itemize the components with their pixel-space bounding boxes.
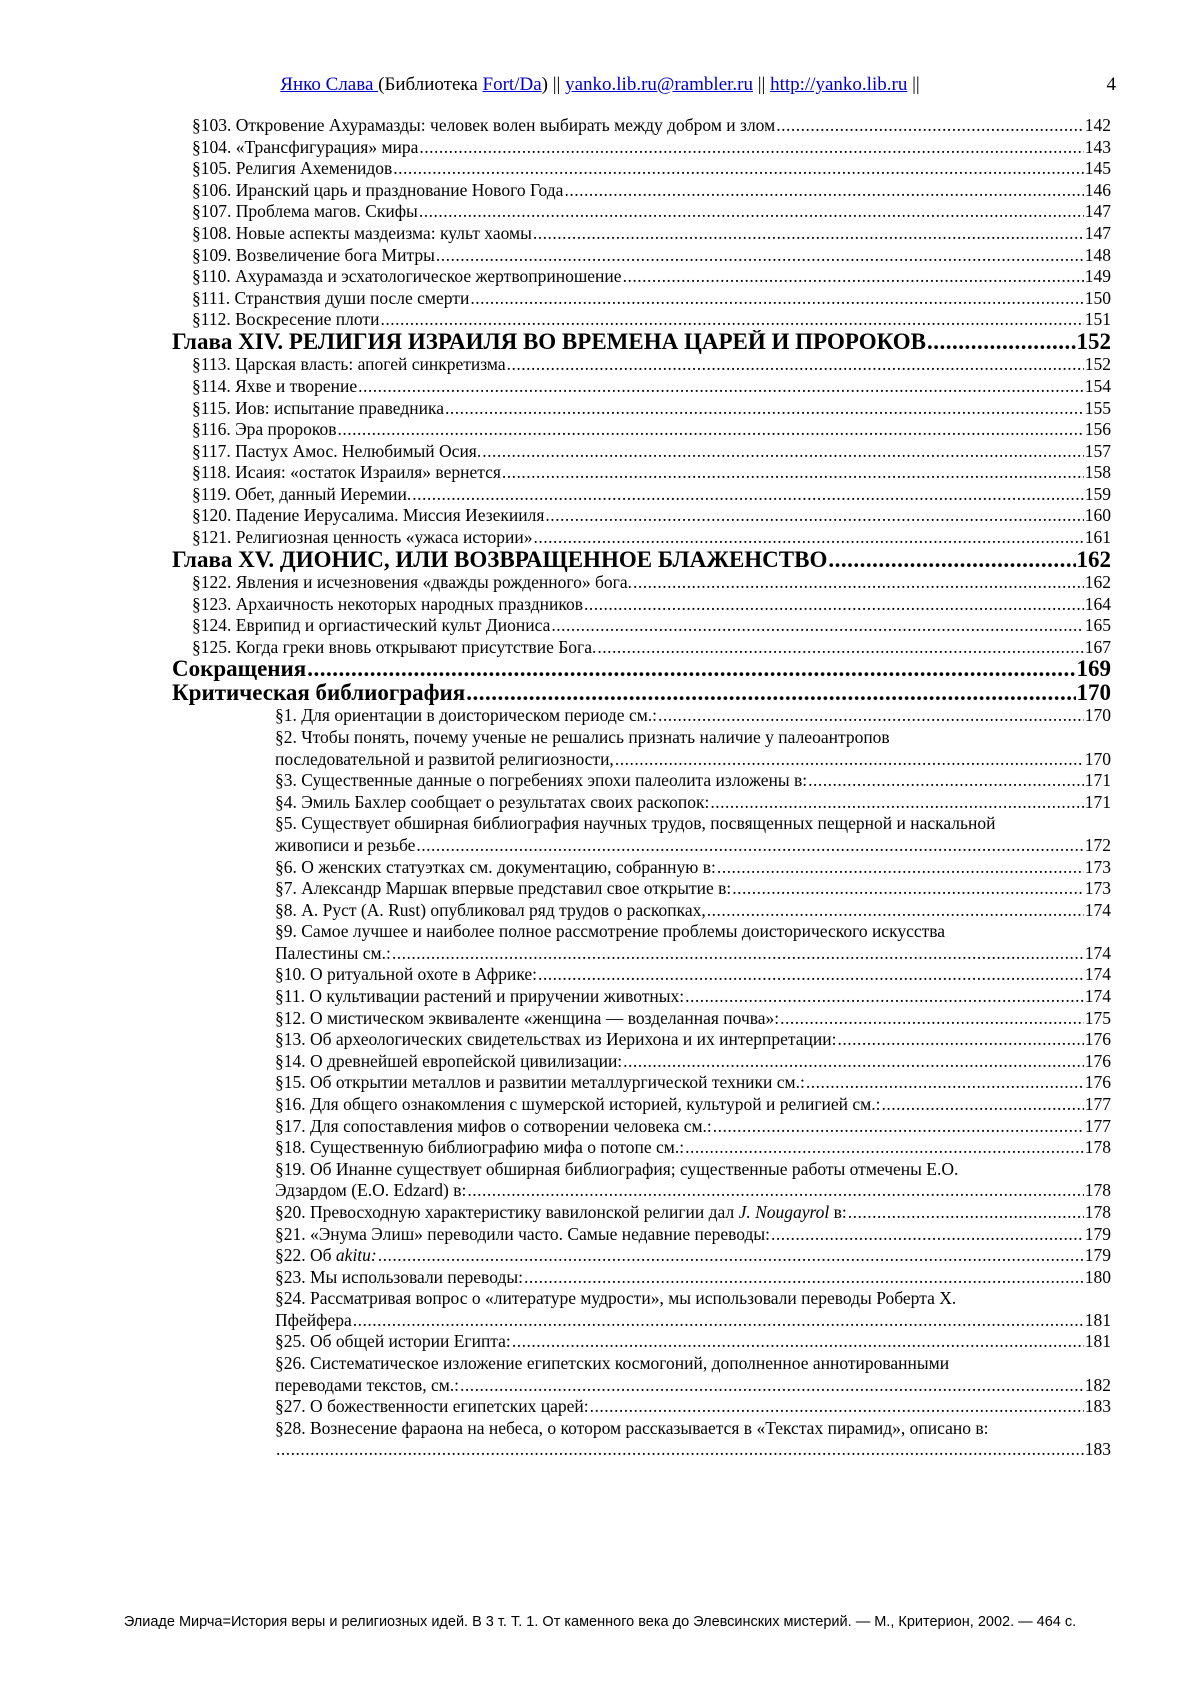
dot-leader — [392, 942, 1084, 965]
toc-entry-title — [275, 1374, 459, 1397]
toc-section-entry[interactable] — [275, 1438, 1111, 1461]
toc-section-entry[interactable] — [275, 1115, 1111, 1138]
toc-entry-title — [275, 1395, 589, 1418]
toc-entry-text: §16. Для общего ознакомления с шумерской историей, культурой и религией см.: — [275, 1094, 881, 1114]
toc-entry-text: §121. Религиозная ценность «ужаса истории» — [192, 527, 533, 547]
dot-leader — [512, 1330, 1084, 1353]
toc-page-number: 183 — [1084, 1396, 1111, 1416]
toc-section-entry[interactable] — [192, 397, 1111, 420]
dot-leader — [806, 1071, 1084, 1094]
header-links — [0, 72, 1200, 98]
toc-entry-text: §23. Мы использовали переводы: — [275, 1267, 523, 1287]
dot-leader — [353, 1309, 1084, 1332]
toc-section-entry[interactable] — [275, 791, 1111, 814]
toc-entry-text: §7. Александр Маршак впервые представил свое открытие в: — [275, 878, 732, 898]
toc-entry-title — [275, 1309, 352, 1332]
toc-entry-text: переводами текстов, см.: — [275, 1375, 460, 1395]
toc-entry-title — [275, 899, 706, 922]
toc-page-number: 182 — [1084, 1375, 1111, 1395]
toc-entry-text: §107. Проблема магов. Скифы — [192, 201, 418, 221]
toc-section-entry[interactable] — [275, 1395, 1111, 1418]
toc-entry-title — [275, 1115, 712, 1138]
dot-leader — [685, 1136, 1084, 1159]
toc-section-entry[interactable] — [275, 834, 1111, 857]
toc-entry-title — [192, 571, 632, 594]
toc-entry-title — [192, 353, 506, 376]
toc-page-number: 178 — [1084, 1202, 1111, 1222]
toc-entry-title — [275, 1266, 523, 1289]
toc-entry-line[interactable]: §9. Самое лучшее и наиболее полное рассмотрение проблемы доисторического искусства — [275, 921, 946, 941]
toc-section-entry[interactable] — [275, 1071, 1111, 1094]
toc-entry-text: §11. О культивации растений и приручении животных: — [275, 986, 685, 1006]
toc-entry-title — [192, 136, 418, 159]
toc-section-entry[interactable] — [192, 526, 1111, 549]
dot-leader — [713, 1115, 1084, 1138]
toc-page-number: 158 — [1084, 462, 1111, 482]
toc-page-number: 170 — [1084, 705, 1111, 725]
toc-section-entry[interactable] — [275, 1201, 1111, 1224]
dot-leader — [393, 157, 1083, 180]
toc-page-number: 143 — [1084, 137, 1111, 157]
toc-section-entry[interactable] — [275, 963, 1111, 986]
dot-leader — [623, 265, 1084, 288]
toc-entry-title — [275, 769, 807, 792]
toc-entry-text: Глава XIV. РЕЛИГИЯ ИЗРАИЛЯ ВО ВРЕМЕНА ЦАРЕЙ И ПРОРОКОВ — [172, 330, 926, 354]
toc-section-entry[interactable] — [275, 1179, 1111, 1202]
dot-leader — [848, 1201, 1084, 1224]
toc-page-number: 174 — [1084, 900, 1111, 920]
dot-leader — [837, 1028, 1083, 1051]
toc-entry-line[interactable]: §5. Существует обширная библиография научных трудов, посвященных пещерной и наскальной — [275, 813, 996, 833]
toc-entry-text: §108. Новые аспекты маздеизма: культ хаомы — [192, 223, 532, 243]
toc-page-number: 175 — [1084, 1008, 1111, 1028]
toc-section-entry[interactable] — [192, 308, 1111, 331]
toc-entry-title — [192, 614, 550, 637]
toc-entry-title — [172, 330, 926, 354]
toc-section-entry[interactable] — [192, 375, 1111, 398]
toc-page-number: 161 — [1084, 527, 1111, 547]
toc-entry-title — [192, 244, 435, 267]
toc-section-entry[interactable] — [275, 942, 1111, 965]
dot-leader — [717, 856, 1084, 879]
toc-page-number: 156 — [1084, 419, 1111, 439]
dot-leader — [551, 614, 1083, 637]
toc-entry-after-text: в: — [829, 1202, 847, 1222]
toc-entry-italic-text: akitu: — [335, 1245, 377, 1265]
toc-section-entry[interactable] — [192, 636, 1111, 659]
dot-leader — [633, 571, 1084, 594]
toc-page-number: 177 — [1084, 1094, 1111, 1114]
dot-leader — [419, 136, 1083, 159]
toc-section-entry[interactable] — [275, 1050, 1111, 1073]
toc-entry-text: §105. Религия Ахеменидов — [192, 158, 393, 178]
toc-entry-text: §12. О мистическом эквиваленте «женщина — возделанная почва»: — [275, 1008, 780, 1028]
toc-entry-title — [192, 157, 392, 180]
toc-entry-text: Сокращения — [172, 657, 307, 681]
toc-entry-text: §27. О божественности египетских царей: — [275, 1396, 589, 1416]
dot-leader — [507, 353, 1084, 376]
toc-section-entry[interactable] — [192, 614, 1111, 637]
page-footer: Элиаде Мирча=История веры и религиозных идей. В 3 т. Т. 1. От каменного века до Элевсинских мистерий. — М., Критерион, 2002. — 464 с. — [123, 1614, 1077, 1630]
toc-page-number: 157 — [1084, 441, 1111, 461]
toc-section-entry[interactable] — [192, 265, 1111, 288]
dot-leader — [533, 222, 1084, 245]
dot-leader — [358, 375, 1084, 398]
toc-entry-text: §106. Иранский царь и празднование Нового Года — [192, 180, 564, 200]
toc-section-entry[interactable] — [275, 1028, 1111, 1051]
toc-entry-text: §110. Ахурамазда и эсхатологическое жертвоприношение — [192, 266, 622, 286]
toc-page-number: 180 — [1084, 1267, 1111, 1287]
toc-section-entry[interactable] — [192, 200, 1111, 223]
dot-leader — [466, 681, 1075, 705]
toc-entry-text: последовательной и развитой религиозности, — [275, 749, 614, 769]
toc-page-number: 165 — [1084, 615, 1111, 635]
toc-section-entry[interactable] — [275, 769, 1111, 792]
toc-entry-italic-text: J. Nougayrol — [738, 1202, 830, 1222]
toc-entry-title — [192, 593, 583, 616]
toc-page-number: 181 — [1084, 1331, 1111, 1351]
toc-page-number: 155 — [1084, 398, 1111, 418]
toc-entry-title — [275, 1028, 836, 1051]
toc-entry-title — [172, 657, 306, 681]
dot-leader — [828, 548, 1075, 572]
email-link[interactable]: yanko.lib.ru@rambler.ru — [565, 74, 753, 95]
dot-leader — [482, 440, 1084, 463]
page-number: 4 — [1106, 74, 1116, 95]
toc-page-number: 181 — [1084, 1310, 1111, 1330]
toc-entry-title — [275, 985, 684, 1008]
toc-entry-text: §117. Пастух Амос. Нелюбимый Осия. — [192, 441, 482, 461]
toc-section-entry[interactable] — [275, 985, 1111, 1008]
toc-entry-title — [192, 636, 596, 659]
toc-page-number: 151 — [1084, 309, 1111, 329]
dot-leader — [780, 1007, 1084, 1030]
toc-section-entry[interactable] — [192, 593, 1111, 616]
toc-entry-title — [275, 1201, 847, 1224]
toc-entry-text: §119. Обет, данный Иеремии. — [192, 484, 412, 504]
toc-section-entry[interactable] — [275, 856, 1111, 879]
library-open-text: (Библиотека — [378, 74, 483, 95]
dot-leader — [538, 963, 1084, 986]
dot-leader — [419, 200, 1084, 223]
toc-entry-text: §20. Превосходную характеристику вавилонской религии дал — [275, 1202, 739, 1222]
toc-section-entry[interactable] — [192, 440, 1111, 463]
toc-page-number: 150 — [1084, 288, 1111, 308]
toc-page-number: 183 — [1084, 1439, 1111, 1459]
dot-leader — [707, 899, 1084, 922]
toc-entry-text: §113. Царская власть: апогей синкретизма — [192, 354, 506, 374]
toc-entry-title — [192, 287, 469, 310]
toc-entry-text: §125. Когда греки вновь открывают присутствие Бога. — [192, 637, 597, 657]
toc-page-number: 178 — [1084, 1180, 1111, 1200]
toc-section-entry[interactable] — [275, 1330, 1111, 1353]
separator-text: || — [753, 74, 771, 95]
toc-section-entry[interactable] — [192, 222, 1111, 245]
dot-leader — [467, 1179, 1083, 1202]
toc-section-entry[interactable] — [192, 244, 1111, 267]
toc-page-number: 159 — [1084, 484, 1111, 504]
dot-leader — [732, 877, 1083, 900]
toc-entry-title — [275, 748, 614, 771]
dot-leader — [545, 504, 1083, 527]
toc-entry-title — [192, 114, 775, 137]
toc-page-number: 169 — [1076, 657, 1111, 681]
toc-entry-text: §103. Откровение Ахурамазды: человек волен выбирать между добром и злом — [192, 115, 776, 135]
toc-entry-title — [192, 504, 544, 527]
dot-leader — [307, 657, 1075, 681]
toc-page-number: 172 — [1084, 835, 1111, 855]
toc-entry-line[interactable]: §24. Рассматривая вопрос о «литературе мудрости», мы использовали переводы Роберта X. — [275, 1288, 957, 1308]
toc-entry-title — [192, 265, 622, 288]
toc-page-number: 162 — [1076, 548, 1111, 572]
toc-page-number: 170 — [1076, 681, 1111, 705]
toc-page-number: 179 — [1084, 1224, 1111, 1244]
toc-entry-text: §4. Эмиль Бахлер сообщает о результатах своих раскопок: — [275, 792, 710, 812]
toc-entry-title — [275, 704, 657, 727]
toc-page-number: 148 — [1084, 245, 1111, 265]
toc-section-entry[interactable] — [275, 1244, 1111, 1267]
toc-page-number: 174 — [1084, 943, 1111, 963]
toc-entry-text: §124. Еврипид и оргиастический культ Диониса — [192, 615, 551, 635]
toc-entry-title — [275, 963, 537, 986]
toc-entry-title — [192, 418, 337, 441]
toc-entry-line[interactable]: §26. Систематическое изложение египетских космогоний, дополненное аннотированными — [275, 1353, 950, 1373]
toc-entry-line[interactable]: §19. Об Инанне существует обширная библиография; существенные работы отмечены Е.О. — [275, 1159, 959, 1179]
toc-entry-title — [275, 1136, 684, 1159]
toc-entry-text: §115. Иов: испытание праведника — [192, 398, 444, 418]
toc-entry-title — [192, 179, 563, 202]
toc-entry-text: Пфейфера — [275, 1310, 352, 1330]
toc-page-number: 147 — [1084, 201, 1111, 221]
toc-entry-title — [192, 375, 357, 398]
page-header — [0, 72, 1200, 98]
toc-entry-title — [192, 526, 532, 549]
toc-section-entry[interactable] — [275, 1136, 1111, 1159]
toc-chapter-entry[interactable] — [172, 657, 1111, 681]
separator-text: ) || — [541, 74, 566, 95]
toc-entry-text: §13. Об археологических свидетельствах из Иерихона и их интерпретации: — [275, 1029, 837, 1049]
dot-leader — [590, 1395, 1084, 1418]
dot-leader — [623, 1050, 1084, 1073]
toc-entry-text: живописи и резьбе — [275, 835, 416, 855]
toc-entry-text: §120. Падение Иерусалима. Миссия Иезекииля — [192, 505, 545, 525]
toc-entry-title — [275, 834, 415, 857]
toc-entry-title — [275, 1223, 770, 1246]
toc-entry-title — [275, 1330, 511, 1353]
toc-entry-title — [275, 942, 391, 965]
dot-leader — [412, 483, 1083, 506]
site-link[interactable]: http://yanko.lib.ru — [770, 74, 908, 95]
separator-text: || — [907, 74, 920, 95]
toc-section-entry[interactable] — [275, 1223, 1111, 1246]
toc-entry-title — [275, 877, 731, 900]
toc-entry-text: §114. Яхве и творение — [192, 376, 358, 396]
dot-leader — [524, 1266, 1084, 1289]
toc-entry-text: Эдзардом (E.O. Edzard) в: — [275, 1180, 467, 1200]
toc-page-number: 176 — [1084, 1072, 1111, 1092]
toc-section-entry[interactable] — [192, 157, 1111, 180]
dot-leader — [276, 1438, 1084, 1461]
toc-entry-text: Глава XV. ДИОНИС, ИЛИ ВОЗВРАЩЕННОЕ БЛАЖЕНСТВО — [172, 548, 828, 572]
toc-section-entry[interactable] — [275, 1374, 1111, 1397]
toc-page-number: 177 — [1084, 1116, 1111, 1136]
toc-entry-line[interactable]: §28. Вознесение фараона на небеса, о котором рассказывается в «Текстах пирамид», описано в: — [275, 1418, 989, 1438]
dot-leader — [378, 1244, 1084, 1267]
toc-entry-text: §6. О женских статуэтках см. документацию, собранную в: — [275, 857, 716, 877]
library-link[interactable]: Fort/Da — [482, 74, 542, 95]
dot-leader — [882, 1093, 1084, 1116]
toc-entry-title — [275, 1050, 622, 1073]
toc-entry-text: Критическая библиография — [172, 681, 466, 705]
toc-entry-text: §118. Исаия: «остаток Израиля» вернется — [192, 462, 501, 482]
toc-entry-text: §122. Явления и исчезновения «дважды рожденного» бога. — [192, 572, 633, 592]
dot-leader — [615, 748, 1084, 771]
toc-page-number: 147 — [1084, 223, 1111, 243]
toc-entry-text: §112. Воскресение плоти — [192, 309, 380, 329]
toc-entry-text: §22. Об — [275, 1245, 336, 1265]
toc-section-entry[interactable] — [275, 1309, 1111, 1332]
toc-entry-title — [192, 222, 532, 245]
toc-section-entry[interactable] — [275, 1266, 1111, 1289]
toc-chapter-entry[interactable] — [172, 330, 1111, 354]
toc-entry-text: §15. Об открытии металлов и развитии металлургической техники см.: — [275, 1072, 805, 1092]
dot-leader — [502, 461, 1084, 484]
toc-page-number: 154 — [1084, 376, 1111, 396]
toc-entry-text: §8. А. Руст (A. Rust) опубликовал ряд трудов о раскопках, — [275, 900, 706, 920]
dot-leader — [564, 179, 1083, 202]
toc-page-number: 167 — [1084, 637, 1111, 657]
toc-page-number: 176 — [1084, 1051, 1111, 1071]
dot-leader — [380, 308, 1083, 331]
toc-entry-title — [192, 461, 501, 484]
toc-page-number: 164 — [1084, 594, 1111, 614]
toc-page-number: 176 — [1084, 1029, 1111, 1049]
toc-entry-text: §111. Странствия души после смерти — [192, 288, 470, 308]
toc-page-number: 178 — [1084, 1137, 1111, 1157]
toc-entry-text: §25. Об общей истории Египта: — [275, 1331, 511, 1351]
toc-entry-title — [275, 1244, 377, 1267]
toc-entry-title — [192, 397, 444, 420]
toc-page-number: 173 — [1084, 878, 1111, 898]
toc-entry-text: §17. Для сопоставления мифов о сотворении человека см.: — [275, 1116, 712, 1136]
dot-leader — [808, 769, 1084, 792]
toc-page-number: 179 — [1084, 1245, 1111, 1265]
author-link[interactable]: Янко Слава — [280, 74, 379, 95]
dot-leader — [338, 418, 1084, 441]
toc-entry-text: §104. «Трансфигурация» мира — [192, 137, 419, 157]
toc-page-number: 170 — [1084, 749, 1111, 769]
toc-page-number: 146 — [1084, 180, 1111, 200]
toc-page-number: 162 — [1084, 572, 1111, 592]
toc-entry-text: §18. Существенную библиографию мифа о потопе см.: — [275, 1137, 685, 1157]
toc-entry-title — [275, 791, 709, 814]
dot-leader — [685, 985, 1084, 1008]
toc-section-entry[interactable] — [192, 461, 1111, 484]
toc-entry-text: §123. Архаичность некоторых народных праздников — [192, 594, 583, 614]
toc-entry-title — [172, 548, 827, 572]
dot-leader — [597, 636, 1083, 659]
toc-entry-text: §14. О древнейшей европейской цивилизации: — [275, 1051, 623, 1071]
toc-section-entry[interactable] — [275, 1093, 1111, 1116]
dot-leader — [771, 1223, 1084, 1246]
dot-leader — [584, 593, 1084, 616]
toc-section-entry[interactable] — [192, 136, 1111, 159]
dot-leader — [533, 526, 1083, 549]
toc-section-entry[interactable] — [275, 877, 1111, 900]
toc-section-entry[interactable] — [192, 504, 1111, 527]
toc-page-number: 174 — [1084, 964, 1111, 984]
toc-entry-text: §3. Существенные данные о погребениях эпохи палеолита изложены в: — [275, 770, 808, 790]
toc-section-entry[interactable] — [192, 571, 1111, 594]
toc-page-number: 171 — [1084, 770, 1111, 790]
toc-section-entry[interactable] — [192, 114, 1111, 137]
toc-entry-title — [275, 1071, 805, 1094]
toc-page-number: 160 — [1084, 505, 1111, 525]
toc-page-number: 145 — [1084, 158, 1111, 178]
dot-leader — [460, 1374, 1084, 1397]
dot-leader — [776, 114, 1084, 137]
toc-page-number: 142 — [1084, 115, 1111, 135]
dot-leader — [710, 791, 1083, 814]
toc-section-entry[interactable] — [192, 287, 1111, 310]
dot-leader — [416, 834, 1083, 857]
toc-section-entry[interactable] — [192, 418, 1111, 441]
toc-chapter-entry[interactable] — [172, 681, 1111, 705]
toc-entry-title — [275, 1093, 881, 1116]
toc-entry-text: §116. Эра пророков — [192, 419, 337, 439]
toc-section-entry[interactable] — [192, 179, 1111, 202]
toc-page-number: 149 — [1084, 266, 1111, 286]
toc-page-number: 152 — [1084, 354, 1111, 374]
toc-section-entry[interactable] — [275, 748, 1111, 771]
toc-page-number: 171 — [1084, 792, 1111, 812]
toc-entry-text: §10. О ритуальной охоте в Африке: — [275, 964, 538, 984]
toc-entry-line[interactable]: §2. Чтобы понять, почему ученые не решались признать наличие у палеоантропов — [275, 727, 890, 747]
toc-section-entry[interactable] — [275, 704, 1111, 727]
toc-section-entry[interactable] — [192, 353, 1111, 376]
toc-section-entry[interactable] — [275, 1007, 1111, 1030]
toc-entry-title — [192, 200, 418, 223]
toc-chapter-entry[interactable] — [172, 548, 1111, 572]
toc-entry-text: Палестины см.: — [275, 943, 391, 963]
toc-page-number: 173 — [1084, 857, 1111, 877]
toc-entry-text: §21. «Энума Элиш» переводили часто. Самые недавние переводы: — [275, 1224, 771, 1244]
toc-entry-title — [172, 681, 465, 705]
dot-leader — [927, 330, 1076, 354]
dot-leader — [445, 397, 1084, 420]
toc-section-entry[interactable] — [275, 899, 1111, 922]
toc-entry-title — [275, 1007, 779, 1030]
toc-entry-title — [275, 856, 716, 879]
toc-entry-title — [192, 440, 481, 463]
toc-entry-text: §1. Для ориентации в доисторическом периоде см.: — [275, 705, 658, 725]
toc-page-number: 174 — [1084, 986, 1111, 1006]
toc-entry-title — [275, 1179, 466, 1202]
dot-leader — [658, 704, 1084, 727]
toc-section-entry[interactable] — [192, 483, 1111, 506]
toc-entry-title — [192, 483, 411, 506]
toc-entry-title — [192, 308, 379, 331]
toc-page-number: 152 — [1076, 330, 1111, 354]
dot-leader — [436, 244, 1084, 267]
dot-leader — [470, 287, 1083, 310]
toc-entry-text: §109. Возвеличение бога Митры — [192, 245, 435, 265]
